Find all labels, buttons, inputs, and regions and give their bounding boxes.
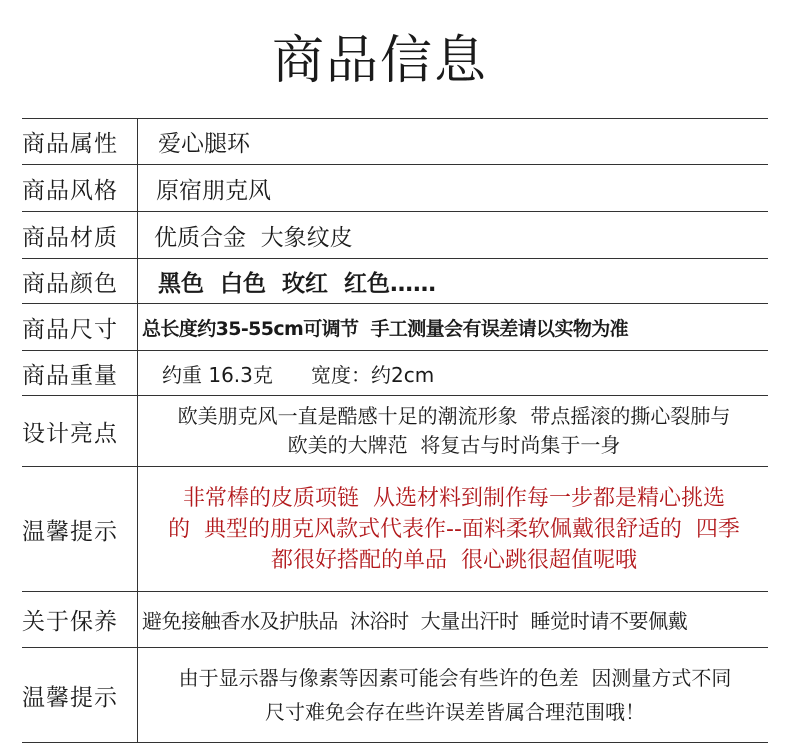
row-value	[142, 304, 768, 350]
row-care	[22, 592, 768, 648]
column-divider	[137, 592, 138, 647]
row-label: 商品风格	[22, 177, 118, 204]
column-divider	[137, 119, 138, 164]
row-weight	[22, 351, 768, 396]
value-line: 避免接触香水及护肤品 沐浴时 大量出汗时 睡觉时请不要佩戴	[142, 609, 688, 633]
row-color	[22, 259, 768, 304]
value-line: 由于显示器与像素等因素可能会有些许的色差 因测量方式不同	[178, 666, 732, 690]
row-highlight	[22, 396, 768, 467]
column-divider	[137, 212, 138, 258]
value-line: 原宿朋克风	[156, 177, 271, 204]
value-line: 约重 16.3克 宽度：约2cm	[162, 362, 435, 387]
row-attribute	[22, 119, 768, 165]
value-line: 爱心腿环	[158, 131, 250, 157]
row-label: 商品尺寸	[22, 316, 118, 343]
row-value	[142, 648, 768, 742]
column-divider	[137, 351, 138, 395]
row-value	[144, 212, 768, 258]
page-title: 商品信息	[271, 31, 488, 91]
value-line: 的 典型的朋克风款式代表作--面料柔软佩戴很舒适的 四季	[168, 516, 740, 542]
value-line: 总长度约35-55cm可调节 手工测量会有误差请以实物为准	[142, 317, 629, 340]
value-line: 黑色 白色 玫红 红色……	[158, 270, 437, 297]
row-label: 商品材质	[22, 224, 118, 251]
column-divider	[137, 467, 138, 591]
row-label: 商品属性	[22, 131, 118, 157]
row-value	[144, 165, 768, 211]
row-label: 温馨提示	[22, 684, 118, 711]
row-label: 温馨提示	[22, 518, 118, 545]
row-material	[22, 212, 768, 259]
row-label: 设计亮点	[22, 420, 118, 447]
column-divider	[137, 259, 138, 303]
column-divider	[137, 396, 138, 466]
row-style	[22, 165, 768, 212]
column-divider	[137, 165, 138, 211]
row-value	[144, 259, 768, 303]
row-label: 关于保养	[22, 609, 118, 635]
row-size	[22, 304, 768, 351]
column-divider	[137, 304, 138, 350]
row-value	[142, 592, 768, 647]
row-label: 商品重量	[22, 362, 118, 389]
value-line: 欧美朋克风一直是酷感十足的潮流形象 带点摇滚的撕心裂肺与	[177, 404, 731, 428]
row-value	[140, 467, 768, 591]
row-value	[144, 351, 768, 395]
value-line: 欧美的大牌范 将复古与时尚集于一身	[287, 433, 621, 457]
value-line: 尺寸难免会存在些许误差皆属合理范围哦！	[265, 700, 645, 724]
column-divider	[137, 648, 138, 742]
value-line: 非常棒的皮质项链 从选材料到制作每一步都是精心挑选	[183, 485, 725, 511]
row-notice	[22, 467, 768, 592]
row-value	[144, 119, 768, 164]
value-line: 优质合金 大象纹皮	[154, 224, 353, 251]
row-value	[140, 396, 768, 466]
row-disclaimer	[22, 648, 768, 743]
row-label: 商品颜色	[22, 270, 118, 297]
value-line: 都很好搭配的单品 很心跳很超值呢哦	[271, 547, 637, 573]
